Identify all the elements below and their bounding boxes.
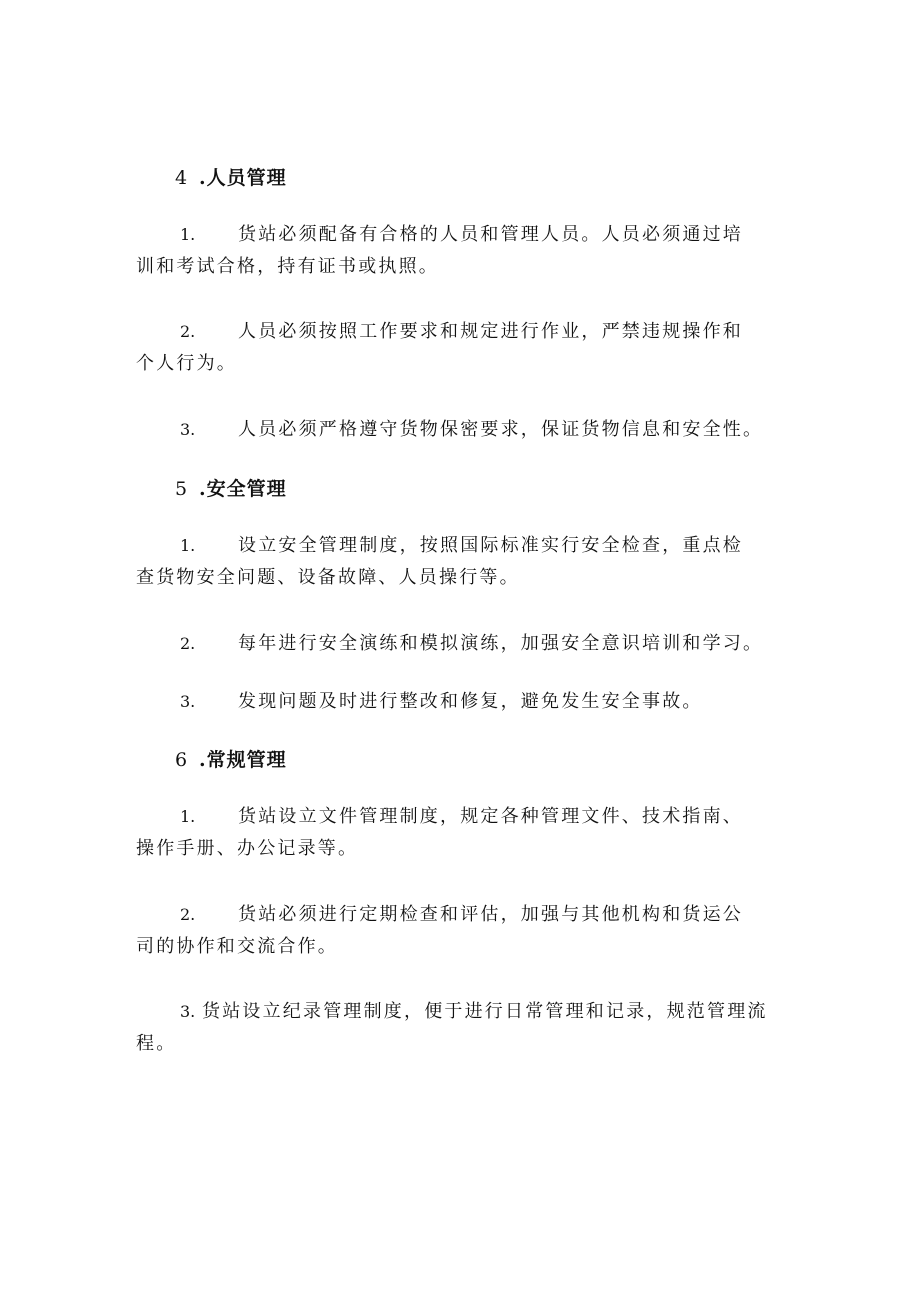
item-number: 2. bbox=[180, 905, 196, 924]
item-text-line: 人员必须按照工作要求和规定进行作业，严禁违规操作和 bbox=[238, 321, 743, 342]
section-heading-6 bbox=[175, 748, 287, 772]
item-number: 1. bbox=[180, 807, 196, 826]
item-text-line: 每年进行安全演练和模拟演练，加强安全意识培训和学习。 bbox=[238, 633, 764, 654]
item-text-line: 程。 bbox=[136, 1033, 177, 1054]
section-number: 6 bbox=[175, 749, 189, 771]
item-text-line: 司的协作和交流合作。 bbox=[136, 936, 338, 957]
section-title: .安全管理 bbox=[199, 478, 287, 500]
item-number: 1. bbox=[180, 225, 196, 244]
item-text-line: 发现问题及时进行整改和修复，避免发生安全事故。 bbox=[238, 691, 703, 712]
item-text-line: 货站设立文件管理制度，规定各种管理文件、技术指南、 bbox=[238, 806, 743, 827]
paragraph-4-2 bbox=[136, 316, 766, 380]
item-text-line: 人员必须严格遵守货物保密要求，保证货物信息和安全性。 bbox=[238, 419, 764, 440]
paragraph-4-1 bbox=[136, 219, 766, 283]
paragraph-6-3 bbox=[136, 996, 766, 1060]
paragraph-6-2 bbox=[136, 899, 766, 963]
item-number: 2. bbox=[180, 634, 196, 653]
item-text-line: 个人行为。 bbox=[136, 353, 237, 374]
paragraph-5-2 bbox=[136, 628, 766, 660]
section-heading-4 bbox=[175, 166, 287, 190]
item-text-line: 查货物安全问题、设备故障、人员操行等。 bbox=[136, 567, 520, 588]
section-number: 5 bbox=[175, 478, 189, 500]
paragraph-6-1 bbox=[136, 801, 766, 865]
paragraph-5-1 bbox=[136, 530, 766, 594]
paragraph-5-3 bbox=[136, 686, 766, 718]
section-heading-5 bbox=[175, 477, 287, 501]
item-text-line: 操作手册、办公记录等。 bbox=[136, 838, 359, 859]
item-text-line: 货站必须进行定期检查和评估，加强与其他机构和货运公 bbox=[238, 904, 743, 925]
item-number: 3. bbox=[180, 420, 196, 439]
section-title: .常规管理 bbox=[199, 749, 287, 771]
item-number: 1. bbox=[180, 536, 196, 555]
item-text-line: 货站设立纪录管理制度，便于进行日常管理和记录，规范管理流 bbox=[202, 1001, 768, 1022]
item-number: 2. bbox=[180, 322, 196, 341]
section-number: 4 bbox=[175, 167, 189, 189]
item-number: 3. bbox=[180, 1002, 196, 1021]
item-text-line: 训和考试合格，持有证书或执照。 bbox=[136, 256, 439, 277]
section-title: .人员管理 bbox=[199, 167, 287, 189]
item-text-line: 设立安全管理制度，按照国际标准实行安全检查，重点检 bbox=[238, 535, 743, 556]
item-number: 3. bbox=[180, 692, 196, 711]
paragraph-4-3 bbox=[136, 414, 766, 446]
item-text-line: 货站必须配备有合格的人员和管理人员。人员必须通过培 bbox=[238, 224, 743, 245]
